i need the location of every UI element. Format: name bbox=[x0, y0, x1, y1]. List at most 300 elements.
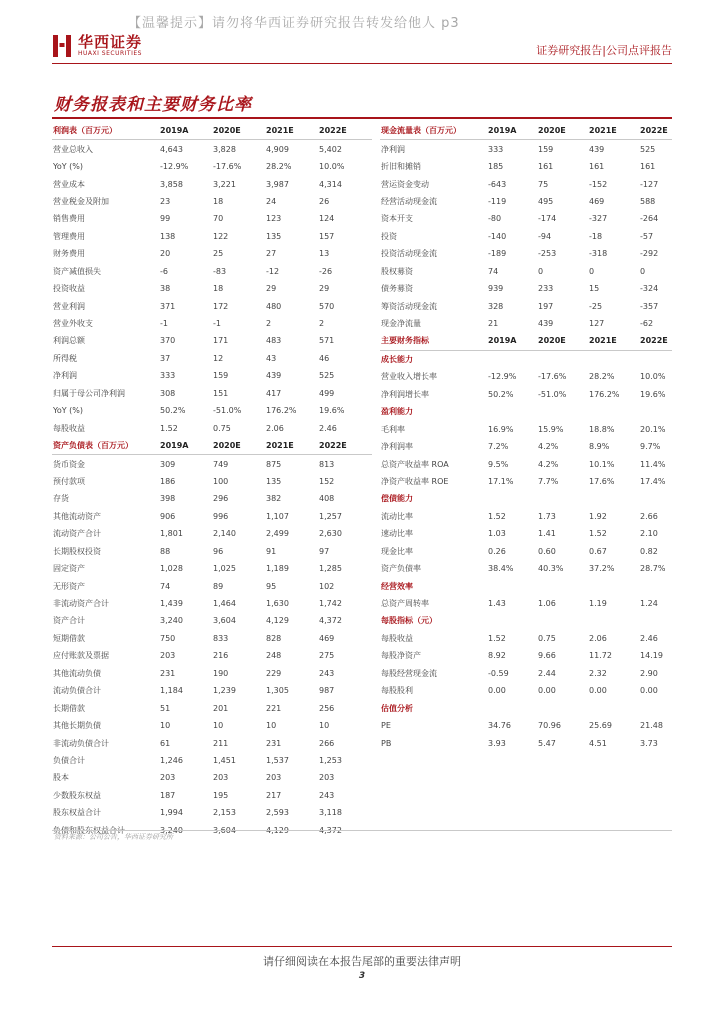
cell-value: 157 bbox=[319, 231, 335, 241]
row-label: 每股指标（元） bbox=[381, 616, 437, 626]
cell-value: 70.96 bbox=[538, 721, 561, 731]
cell-value: 25.69 bbox=[589, 721, 612, 731]
cell-value: -12.9% bbox=[160, 162, 189, 172]
table-row bbox=[380, 368, 672, 385]
cell-value: 124 bbox=[319, 214, 335, 224]
table-row bbox=[52, 193, 372, 210]
cell-value: 2021E bbox=[266, 126, 294, 136]
cell-value: 906 bbox=[160, 511, 176, 521]
cell-value: 96 bbox=[213, 546, 224, 556]
cell-value: 26 bbox=[319, 196, 330, 206]
cell-value: 495 bbox=[538, 196, 554, 206]
row-label: PE bbox=[381, 721, 391, 731]
cell-value: -189 bbox=[488, 249, 507, 259]
row-label: 盈利能力 bbox=[381, 407, 413, 417]
cell-value: 28.7% bbox=[640, 564, 666, 574]
cell-value: 2,140 bbox=[213, 529, 236, 539]
cell-value: 229 bbox=[266, 668, 282, 678]
cell-value: 15 bbox=[589, 284, 600, 294]
cell-value: 328 bbox=[488, 301, 504, 311]
cell-value: 61 bbox=[160, 738, 171, 748]
row-label: 利润表（百万元） bbox=[53, 126, 117, 136]
cell-value: 370 bbox=[160, 336, 176, 346]
cell-value: 197 bbox=[538, 301, 554, 311]
row-label: 长期借款 bbox=[53, 703, 85, 713]
cell-value: 2.90 bbox=[640, 668, 658, 678]
cell-value: 13 bbox=[319, 249, 330, 259]
row-label: YoY (%) bbox=[53, 406, 83, 416]
cell-value: 2,593 bbox=[266, 808, 289, 818]
cell-value: 1,994 bbox=[160, 808, 183, 818]
row-label: 每股净资产 bbox=[381, 651, 421, 661]
table-row bbox=[52, 315, 372, 332]
cell-value: 2020E bbox=[213, 126, 241, 136]
cell-value: 2020E bbox=[538, 126, 566, 136]
cell-value: 3,240 bbox=[160, 616, 183, 626]
cell-value: -324 bbox=[640, 284, 659, 294]
table-row bbox=[380, 228, 672, 245]
row-label: 流动负债合计 bbox=[53, 686, 101, 696]
row-label: YoY (%) bbox=[53, 162, 83, 172]
cell-value: 588 bbox=[640, 196, 656, 206]
cell-value: -12 bbox=[266, 266, 280, 276]
cell-value: 987 bbox=[319, 686, 335, 696]
table-row bbox=[380, 263, 672, 280]
cell-value bbox=[589, 490, 640, 507]
company-logo bbox=[52, 34, 142, 58]
cell-value: 203 bbox=[319, 773, 335, 783]
cell-value: 4,643 bbox=[160, 144, 183, 154]
cell-value bbox=[488, 490, 538, 507]
cell-value bbox=[488, 612, 538, 629]
cell-value: 19.6% bbox=[319, 406, 345, 416]
cell-value: 2021E bbox=[266, 441, 294, 451]
row-label: 每股收益 bbox=[381, 633, 413, 643]
cell-value: -357 bbox=[640, 301, 659, 311]
cell-value: 10 bbox=[160, 721, 171, 731]
cell-value: 185 bbox=[488, 162, 504, 172]
table-row bbox=[380, 193, 672, 210]
cell-value: 161 bbox=[589, 162, 605, 172]
cell-value: 201 bbox=[213, 703, 229, 713]
row-label: 总资产周转率 bbox=[381, 599, 429, 609]
data-source-note: 资料来源：公司公告，华西证券研究所 bbox=[54, 833, 173, 841]
row-label: 净利润 bbox=[381, 144, 405, 154]
cell-value: 2,153 bbox=[213, 808, 236, 818]
cell-value: 750 bbox=[160, 633, 176, 643]
cell-value: 50.2% bbox=[488, 389, 514, 399]
row-label: 折旧和摊销 bbox=[381, 162, 421, 172]
row-label: 归属于母公司净利润 bbox=[53, 388, 125, 398]
watermark-notice: 【温馨提示】请勿将华西证券研究报告转发给他人 p3 bbox=[128, 16, 460, 31]
cell-value: 100 bbox=[213, 476, 229, 486]
cell-value: 20.1% bbox=[640, 424, 666, 434]
cell-value: 439 bbox=[266, 371, 282, 381]
table-row bbox=[380, 315, 672, 332]
cell-value: 749 bbox=[213, 459, 229, 469]
table-row bbox=[380, 210, 672, 227]
row-label: 负债合计 bbox=[53, 755, 85, 765]
cell-value: 417 bbox=[266, 388, 282, 398]
cell-value: 333 bbox=[160, 371, 176, 381]
row-label: 管理费用 bbox=[53, 231, 85, 241]
cell-value: 0.00 bbox=[488, 686, 506, 696]
table-row bbox=[380, 473, 672, 490]
row-label: 存货 bbox=[53, 494, 69, 504]
cell-value bbox=[640, 577, 672, 594]
cell-value: 20 bbox=[160, 249, 171, 259]
cell-value: 190 bbox=[213, 668, 229, 678]
table-row bbox=[52, 228, 372, 245]
cell-value: 1,239 bbox=[213, 686, 236, 696]
cell-value: -1 bbox=[213, 319, 221, 329]
cell-value: 0.00 bbox=[538, 686, 556, 696]
row-label: 股东权益合计 bbox=[53, 808, 101, 818]
cell-value: 186 bbox=[160, 476, 176, 486]
cell-value: 1.52 bbox=[160, 423, 178, 433]
cell-value: 17.4% bbox=[640, 476, 666, 486]
cell-value: 833 bbox=[213, 633, 229, 643]
cell-value: 828 bbox=[266, 633, 282, 643]
cell-value: 4,314 bbox=[319, 179, 342, 189]
cell-value: -1 bbox=[160, 319, 168, 329]
cell-value: 50.2% bbox=[160, 406, 186, 416]
cell-value: 17.6% bbox=[589, 476, 615, 486]
cell-value: 939 bbox=[488, 284, 504, 294]
cell-value: 11.4% bbox=[640, 459, 666, 469]
table-row bbox=[52, 490, 372, 507]
cell-value: 2021E bbox=[589, 126, 617, 136]
cell-value: 256 bbox=[319, 703, 335, 713]
cell-value: 3,118 bbox=[319, 808, 342, 818]
table-header-row bbox=[380, 122, 672, 140]
cell-value: 4.51 bbox=[589, 738, 607, 748]
row-label: 经营效率 bbox=[381, 581, 413, 591]
cell-value: 10 bbox=[213, 721, 224, 731]
table-row bbox=[52, 647, 372, 664]
cell-value: 1,107 bbox=[266, 511, 289, 521]
cell-value: 2019A bbox=[160, 441, 189, 451]
cell-value: 4,909 bbox=[266, 144, 289, 154]
cell-value: 34.76 bbox=[488, 721, 511, 731]
cell-value: 408 bbox=[319, 494, 335, 504]
cell-value: 333 bbox=[488, 144, 504, 154]
report-type-label: 证券研究报告|公司点评报告 bbox=[536, 44, 672, 57]
cell-value: 102 bbox=[319, 581, 335, 591]
table-row bbox=[52, 473, 372, 490]
cell-value: 2,630 bbox=[319, 529, 342, 539]
cell-value bbox=[640, 350, 672, 368]
cell-value bbox=[538, 403, 589, 420]
cell-value: 38 bbox=[160, 284, 171, 294]
row-label: 资产合计 bbox=[53, 616, 85, 626]
row-label: 非流动负债合计 bbox=[53, 738, 109, 748]
cell-value: 266 bbox=[319, 738, 335, 748]
cell-value: 483 bbox=[266, 336, 282, 346]
row-label: 资本开支 bbox=[381, 214, 413, 224]
cell-value: 21 bbox=[488, 319, 499, 329]
table-row bbox=[380, 297, 672, 314]
cell-value: 382 bbox=[266, 494, 282, 504]
cell-value: 0.26 bbox=[488, 546, 506, 556]
cell-value: 21.48 bbox=[640, 721, 663, 731]
row-label: 其他流动资产 bbox=[53, 511, 101, 521]
table-row bbox=[380, 455, 672, 472]
cell-value: -83 bbox=[213, 266, 227, 276]
cell-value: 99 bbox=[160, 214, 171, 224]
row-label: 资产负债率 bbox=[381, 564, 421, 574]
cell-value: 0.75 bbox=[213, 423, 231, 433]
cell-value: 2.44 bbox=[538, 668, 556, 678]
row-label: 每股经营现金流 bbox=[381, 668, 437, 678]
cell-value: 2022E bbox=[319, 126, 347, 136]
cell-value: 46 bbox=[319, 353, 330, 363]
cell-value: 1,189 bbox=[266, 564, 289, 574]
cell-value bbox=[640, 403, 672, 420]
cell-value: 0 bbox=[589, 266, 595, 276]
cell-value: 203 bbox=[266, 773, 282, 783]
cell-value: 3,858 bbox=[160, 179, 183, 189]
cell-value bbox=[640, 490, 672, 507]
table-row bbox=[52, 455, 372, 473]
cell-value: -62 bbox=[640, 319, 654, 329]
table-row bbox=[380, 595, 672, 612]
table-row bbox=[52, 402, 372, 419]
cell-value: 243 bbox=[319, 668, 335, 678]
cell-value: 5,402 bbox=[319, 144, 342, 154]
cell-value: 1,439 bbox=[160, 599, 183, 609]
table-row bbox=[52, 367, 372, 384]
cell-value: 211 bbox=[213, 738, 229, 748]
legal-notice: 请仔细阅读在本报告尾部的重要法律声明 bbox=[263, 955, 461, 968]
cell-value: 2019A bbox=[160, 126, 189, 136]
cell-value: 4,129 bbox=[266, 616, 289, 626]
cell-value: -6 bbox=[160, 266, 168, 276]
cell-value: 996 bbox=[213, 511, 229, 521]
left-financial-tables bbox=[52, 122, 372, 839]
cell-value: 159 bbox=[213, 371, 229, 381]
table-subsection-row bbox=[380, 403, 672, 420]
table-row bbox=[52, 525, 372, 542]
row-label: 流动比率 bbox=[381, 511, 413, 521]
cell-value: 43 bbox=[266, 353, 277, 363]
table-row bbox=[52, 263, 372, 280]
row-label: 每股股利 bbox=[381, 686, 413, 696]
cell-value: 151 bbox=[213, 388, 229, 398]
table-row bbox=[52, 560, 372, 577]
cell-value: 9.7% bbox=[640, 442, 661, 452]
cell-value: 51 bbox=[160, 703, 171, 713]
cell-value: 8.92 bbox=[488, 651, 506, 661]
cell-value: 89 bbox=[213, 581, 224, 591]
cell-value: 14.19 bbox=[640, 651, 663, 661]
cell-value: 1,028 bbox=[160, 564, 183, 574]
cell-value: 1,257 bbox=[319, 511, 342, 521]
cell-value: 0.75 bbox=[538, 633, 556, 643]
cell-value: 233 bbox=[538, 284, 554, 294]
cell-value: 1,253 bbox=[319, 755, 342, 765]
cell-value: 2.46 bbox=[319, 423, 337, 433]
cell-value: 439 bbox=[538, 319, 554, 329]
cell-value: 2.66 bbox=[640, 511, 658, 521]
row-label: 所得税 bbox=[53, 353, 77, 363]
cell-value: 91 bbox=[266, 546, 277, 556]
cell-value bbox=[589, 699, 640, 716]
cell-value: 2020E bbox=[538, 336, 566, 346]
table-row bbox=[52, 158, 372, 175]
cell-value: -264 bbox=[640, 214, 659, 224]
cell-value: 1.03 bbox=[488, 529, 506, 539]
table-row bbox=[380, 386, 672, 403]
row-label: 流动资产合计 bbox=[53, 529, 101, 539]
cell-value: 875 bbox=[266, 459, 282, 469]
cell-value: 88 bbox=[160, 546, 171, 556]
cell-value: 135 bbox=[266, 231, 282, 241]
table-row bbox=[52, 595, 372, 612]
table-subsection-row bbox=[380, 612, 672, 629]
title-divider bbox=[52, 117, 672, 119]
logo-text-cn: 华西证券 bbox=[78, 33, 143, 51]
cell-value: -80 bbox=[488, 214, 502, 224]
table-row bbox=[52, 385, 372, 402]
cell-value: 74 bbox=[160, 581, 171, 591]
cell-value: 203 bbox=[213, 773, 229, 783]
row-label: 资产负债表（百万元） bbox=[53, 441, 133, 451]
cell-value: 7.7% bbox=[538, 476, 559, 486]
row-label: 货币资金 bbox=[53, 459, 85, 469]
cell-value: 1,537 bbox=[266, 755, 289, 765]
cell-value: 4,372 bbox=[319, 616, 342, 626]
table-row bbox=[52, 297, 372, 314]
table-row bbox=[380, 682, 672, 699]
cell-value: 525 bbox=[319, 371, 335, 381]
row-label: 其他流动负债 bbox=[53, 668, 101, 678]
table-row bbox=[380, 140, 672, 158]
table-row bbox=[52, 734, 372, 751]
cell-value: 176.2% bbox=[589, 389, 620, 399]
cell-value: 248 bbox=[266, 651, 282, 661]
cell-value: 1,025 bbox=[213, 564, 236, 574]
row-label: 每股收益 bbox=[53, 423, 85, 433]
cell-value: 159 bbox=[538, 144, 554, 154]
row-label: 主要财务指标 bbox=[381, 336, 429, 346]
table-row bbox=[380, 508, 672, 525]
table-header-row bbox=[52, 122, 372, 140]
cell-value: 243 bbox=[319, 790, 335, 800]
cell-value: 152 bbox=[319, 476, 335, 486]
row-label: 经营活动现金流 bbox=[381, 196, 437, 206]
cell-value: 3,604 bbox=[213, 616, 236, 626]
cell-value: 25 bbox=[213, 249, 224, 259]
table-row bbox=[52, 630, 372, 647]
cell-value: 499 bbox=[319, 388, 335, 398]
cell-value: 9.66 bbox=[538, 651, 556, 661]
cell-value: 2022E bbox=[640, 336, 668, 346]
cell-value: 123 bbox=[266, 214, 282, 224]
cell-value: 5.47 bbox=[538, 738, 556, 748]
row-label: 非流动资产合计 bbox=[53, 599, 109, 609]
cell-value: 469 bbox=[319, 633, 335, 643]
table-row bbox=[380, 647, 672, 664]
cell-value: 0 bbox=[538, 266, 544, 276]
cell-value: 75 bbox=[538, 179, 549, 189]
cell-value bbox=[538, 699, 589, 716]
row-label: 资产减值损失 bbox=[53, 266, 101, 276]
cell-value: 97 bbox=[319, 546, 330, 556]
cell-value: 0.60 bbox=[538, 546, 556, 556]
table-row bbox=[52, 210, 372, 227]
row-label: 筹资活动现金流 bbox=[381, 301, 437, 311]
cell-value: -51.0% bbox=[213, 406, 242, 416]
table-row bbox=[52, 140, 372, 158]
cell-value: 7.2% bbox=[488, 442, 509, 452]
cell-value: 28.2% bbox=[266, 162, 292, 172]
row-label: 成长能力 bbox=[381, 354, 413, 364]
row-label: 净利润 bbox=[53, 371, 77, 381]
table-subsection-row bbox=[380, 490, 672, 507]
cell-value: 40.3% bbox=[538, 564, 564, 574]
row-label: 估值分析 bbox=[381, 703, 413, 713]
row-label: 现金流量表（百万元） bbox=[381, 126, 461, 136]
cell-value: -318 bbox=[589, 249, 608, 259]
table-row bbox=[380, 158, 672, 175]
header-divider bbox=[52, 63, 672, 64]
cell-value: 308 bbox=[160, 388, 176, 398]
cell-value: 0 bbox=[640, 266, 646, 276]
cell-value bbox=[589, 403, 640, 420]
row-label: 应付账款及票据 bbox=[53, 651, 109, 661]
cell-value: 469 bbox=[589, 196, 605, 206]
cell-value: 2 bbox=[319, 319, 325, 329]
row-label: 净利润率 bbox=[381, 442, 413, 452]
cell-value: 570 bbox=[319, 301, 335, 311]
cell-value: 0.67 bbox=[589, 546, 607, 556]
table-row bbox=[52, 682, 372, 699]
table-row bbox=[380, 245, 672, 262]
row-label: 投资收益 bbox=[53, 284, 85, 294]
huaxi-logo-icon bbox=[52, 34, 72, 58]
cell-value: 1.06 bbox=[538, 599, 556, 609]
cell-value: 12 bbox=[213, 353, 224, 363]
cell-value: 10 bbox=[266, 721, 277, 731]
cell-value: -26 bbox=[319, 266, 333, 276]
cell-value bbox=[538, 577, 589, 594]
cell-value: 221 bbox=[266, 703, 282, 713]
cell-value: 18.8% bbox=[589, 424, 615, 434]
table-row bbox=[52, 332, 372, 349]
cell-value: 439 bbox=[589, 144, 605, 154]
cell-value: 37.2% bbox=[589, 564, 615, 574]
section-title: 财务报表和主要财务比率 bbox=[54, 95, 252, 115]
cell-value: 0.00 bbox=[589, 686, 607, 696]
cell-value: 171 bbox=[213, 336, 229, 346]
cell-value: 18 bbox=[213, 196, 224, 206]
cell-value: 28.2% bbox=[589, 372, 615, 382]
cell-value bbox=[640, 612, 672, 629]
row-label: 营业收入增长率 bbox=[381, 372, 437, 382]
cell-value: 1,285 bbox=[319, 564, 342, 574]
cell-value: 122 bbox=[213, 231, 229, 241]
table-row bbox=[380, 543, 672, 560]
cell-value: 4.2% bbox=[538, 459, 559, 469]
cell-value: -127 bbox=[640, 179, 659, 189]
cell-value: 29 bbox=[319, 284, 330, 294]
cell-value: 371 bbox=[160, 301, 176, 311]
cell-value: 19.6% bbox=[640, 389, 666, 399]
cell-value: 1,451 bbox=[213, 755, 236, 765]
table-row bbox=[380, 665, 672, 682]
row-label: 总资产收益率 ROA bbox=[381, 459, 449, 469]
